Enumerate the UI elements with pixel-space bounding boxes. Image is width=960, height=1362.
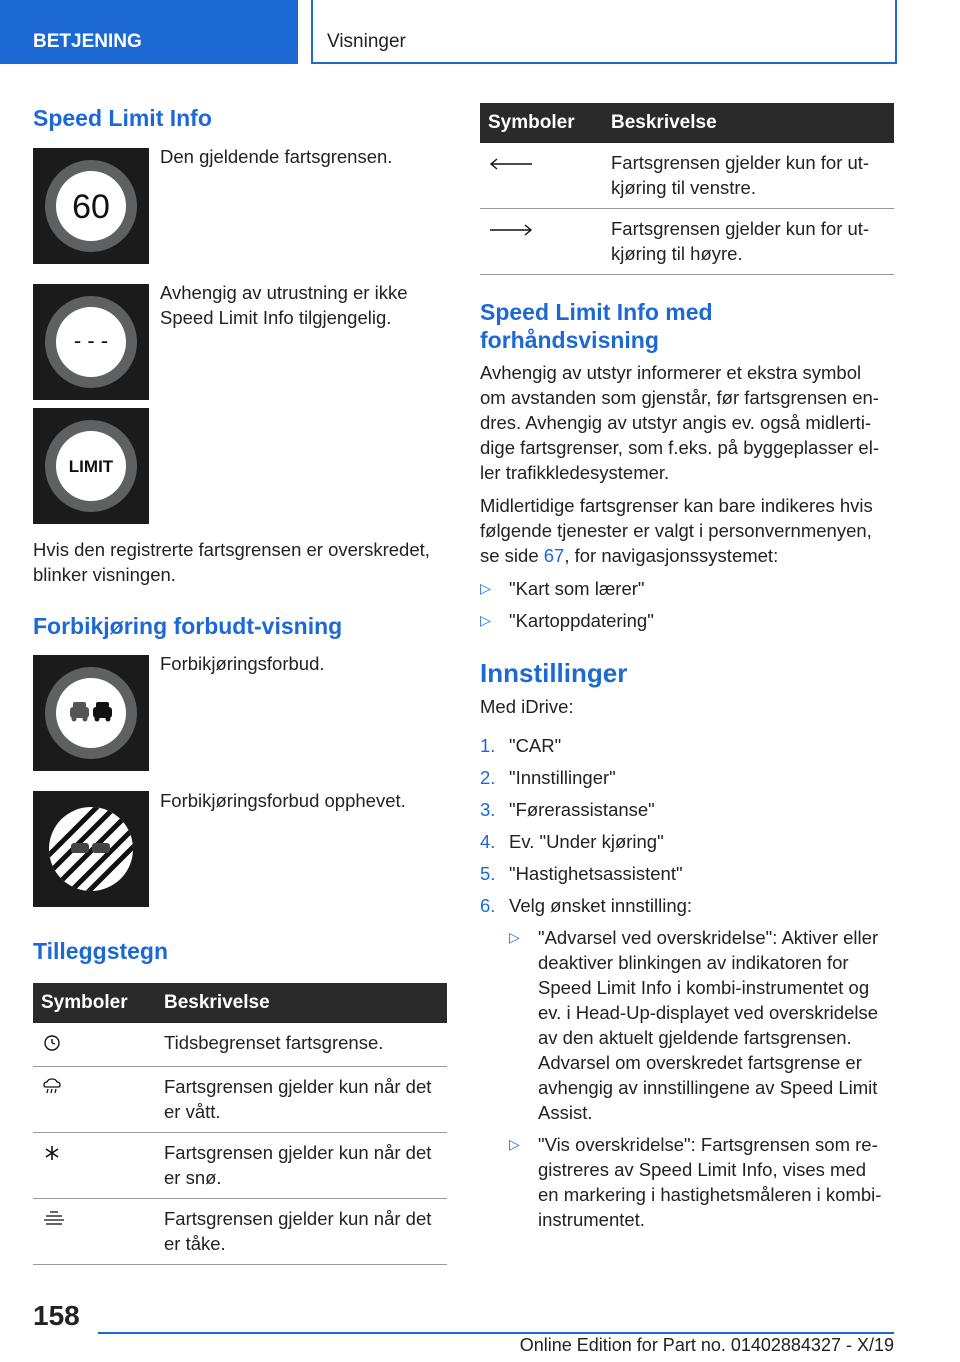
settings-steps [480,733,900,925]
step-item [480,733,900,758]
col-description-header: Beskrivelse [156,983,447,1023]
option-line: instrumentet. [538,1209,645,1230]
option-line: "Advarsel ved overskridelse": Aktiver eller [538,927,879,948]
step-text: Ev. "Under kjøring" [509,831,664,852]
step-item [480,829,900,854]
para1-line: ler trafikkledesystemer. [480,462,670,483]
row-text-line1: Fartsgrensen gjelder kun for ut- [611,218,870,239]
bullet-triangle-icon: ▷ [509,929,520,945]
col-symbols-header: Symboler [33,983,156,1023]
footer-rule [98,1332,894,1334]
settings-heading: Innstillinger [480,658,628,688]
exceeded-paragraph [33,537,453,587]
step-number: 2. [480,767,496,788]
chapter-title: Visninger [327,31,406,52]
table-row [480,143,894,209]
sign2-caption-line1: Avhengig av utrustning er ikke [160,282,408,303]
para2-line [480,543,900,568]
sign2-caption-line2: Speed Limit Info tilgjengelig. [160,307,392,328]
para2-text: , for navigasjonssystemet: [564,545,779,566]
no-overtaking-image [33,655,149,771]
step-item [480,893,900,918]
settings-intro: Med iDrive: [480,696,574,717]
list-item [509,1132,899,1232]
clock-icon [41,1034,63,1052]
col-description-header: Beskrivelse [603,103,894,143]
step-text: "Hastighetsassistent" [509,863,683,884]
para1-line: om avstanden som gjenstår, før fartsgrensen en- [480,387,879,408]
row-text-line1: Fartsgrensen gjelder kun når det [164,1076,432,1097]
bullet-triangle-icon: ▷ [509,1136,520,1152]
preview-heading-line1: Speed Limit Info med [480,299,713,325]
overtaking-allowed-image [33,791,149,907]
option-line: en markering i hastighetsmåleren i kombi- [538,1184,882,1205]
para2-line: følgende tjenester er valgt i personvernmenyen, [480,520,872,541]
sign4-caption: Forbikjøringsforbud. [160,653,325,674]
list-item [480,608,900,633]
option-line: Advarsel om overskredet fartsgrense er [538,1052,862,1073]
services-list [480,576,900,640]
step-item [480,765,900,790]
preview-paragraph-1 [480,360,900,485]
list-item [509,925,899,1125]
bullet-triangle-icon: ▷ [480,580,491,596]
preview-heading [480,298,713,354]
row-text-line2: kjøring til høyre. [611,243,743,264]
row-text-line2: kjøring til venstre. [611,177,756,198]
para1-line: dres. Avhengig av utstyr angis ev. også midlerti- [480,412,872,433]
row-text-line1: Fartsgrensen gjelder kun for ut- [611,152,870,173]
chapter-tab [311,0,897,64]
option-line: av den aktuelt gjeldende fartsgrensen. [538,1027,852,1048]
limit-image [33,408,149,524]
sign5-caption: Forbikjøringsforbud opphevet. [160,790,406,811]
section-title: BETJENING [33,31,142,52]
row-text: Tidsbegrenset fartsgrense. [164,1032,384,1053]
fog-icon [41,1210,67,1228]
row-text-line2: er snø. [164,1167,222,1188]
step-text: "Førerassistanse" [509,799,655,820]
speed-value-text: 60 [72,188,110,226]
step-number: 4. [480,831,496,852]
table-header-row [480,103,894,143]
col-symbols-header: Symboler [480,103,603,143]
additional-signs-table [33,983,447,1265]
option-line: avhengig av innstillingene av Speed Limit [538,1077,878,1098]
option-line: ev. i Head-Up-displayet ved overskridelse [538,1002,879,1023]
bullet-triangle-icon: ▷ [480,612,491,628]
table-row [33,1023,447,1067]
arrow-left-icon [488,156,534,172]
additional-signs-heading: Tilleggstegn [33,938,169,964]
row-text-line1: Fartsgrensen gjelder kun når det [164,1142,432,1163]
edition-text: Online Edition for Part no. 01402884327 - X/19 [519,1335,894,1355]
step-text: "Innstillinger" [509,767,616,788]
para1-line: Avhengig av utstyr informerer et ekstra symbol [480,362,862,383]
exceeded-line1: Hvis den registrerte fartsgrensen er overskredet, [33,539,430,560]
section-tab [0,0,298,64]
direction-signs-table [480,103,894,275]
rain-cloud-icon [41,1078,63,1096]
speed-limit-60-image [33,148,149,264]
option-line: gistreres av Speed Limit Info, vises med [538,1159,867,1180]
step-number: 1. [480,735,496,756]
table-row [33,1133,447,1199]
list-item-text: "Kartoppdatering" [509,610,654,631]
sign1-caption: Den gjeldende fartsgrensen. [160,146,393,167]
page-number: 158 [33,1300,80,1331]
overtaking-heading: Forbikjøring forbudt-visning [33,613,343,639]
list-item-text: "Kart som lærer" [509,578,645,599]
row-text-line1: Fartsgrensen gjelder kun når det [164,1208,432,1229]
option-line: "Vis overskridelse": Fartsgrensen som re- [538,1134,878,1155]
step-number: 3. [480,799,496,820]
limit-text: LIMIT [68,457,114,476]
table-header-row [33,983,447,1023]
setting-options [509,925,899,1239]
arrow-right-icon [488,222,534,238]
step-item [480,861,900,886]
step-text: "CAR" [509,735,562,756]
dashes-text: - - - [73,328,109,353]
para1-line: dige fartsgrenser, som f.eks. på byggeplasser el- [480,437,879,458]
step-item [480,797,900,822]
step-text: Velg ønsket innstilling: [509,895,693,916]
option-line: deaktiver blinkingen av indikatoren for [538,952,849,973]
exceeded-line2: blinker visningen. [33,564,176,585]
row-text-line2: er tåke. [164,1233,226,1254]
option-line: Speed Limit Info i kombi-instrumentet og [538,977,870,998]
table-row [33,1199,447,1265]
step-number: 5. [480,863,496,884]
para2-line: Midlertidige fartsgrenser kan bare indikeres hvis [480,495,873,516]
preview-paragraph-2 [480,493,900,568]
table-row [480,209,894,275]
row-text-line2: er vått. [164,1101,221,1122]
step-number: 6. [480,895,496,916]
table-row [33,1067,447,1133]
list-item [480,576,900,601]
option-line: Assist. [538,1102,593,1123]
snowflake-icon [41,1144,63,1162]
para2-text: se side [480,545,544,566]
speed-limit-heading: Speed Limit Info [33,105,212,131]
preview-heading-line2: forhåndsvisning [480,327,659,353]
no-speed-limit-info-image [33,284,149,400]
page-link[interactable]: 67 [543,545,565,566]
sign2-caption [160,280,408,330]
